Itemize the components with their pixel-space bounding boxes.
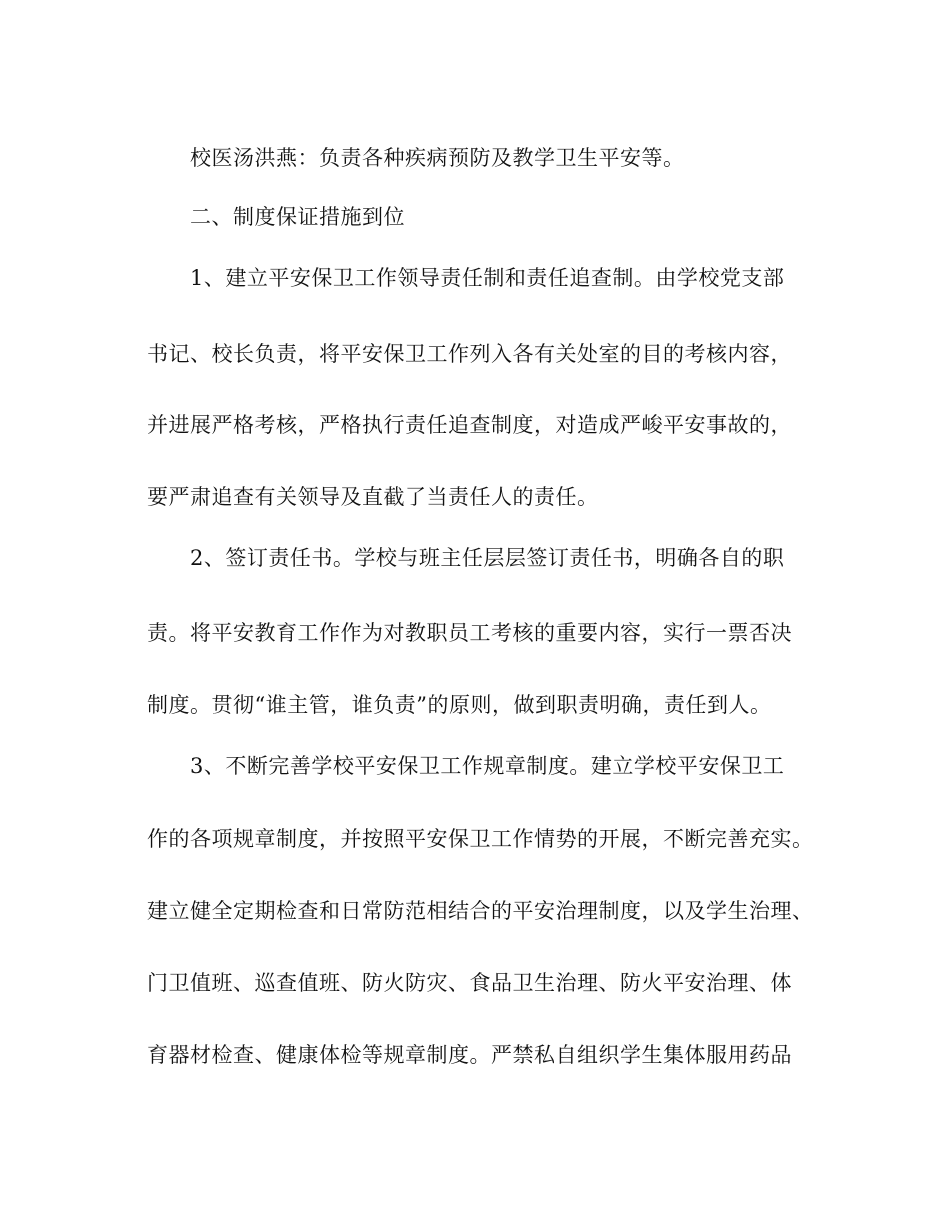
text-line: 并进展严格考核，严格执行责任追查制度，对造成严峻平安事故的，	[147, 413, 792, 437]
text-line-item-2: 2、签订责任书。学校与班主任层层签订责任书，明确各自的职	[190, 546, 785, 570]
section-heading: 二、制度保证措施到位	[190, 205, 405, 229]
text-line: 建立健全定期检查和日常防范相结合的平安治理制度，以及学生治理、	[147, 899, 814, 923]
text-line: 书记、校长负责，将平安保卫工作列入各有关处室的目的考核内容，	[147, 342, 792, 366]
text-line: 门卫值班、巡查值班、防火防灾、食品卫生治理、防火平安治理、体	[147, 971, 792, 995]
text-line: 责。将平安教育工作作为对教职员工考核的重要内容，实行一票否决	[147, 621, 792, 645]
text-line: 制度。贯彻“谁主管，谁负责”的原则，做到职责明确，责任到人。	[147, 693, 772, 717]
text-line: 育器材检查、健康体检等规章制度。严禁私自组织学生集体服用药品	[147, 1043, 792, 1067]
text-line-item-3: 3、不断完善学校平安保卫工作规章制度。建立学校平安保卫工	[190, 754, 785, 778]
text-line-medic-duty: 校医汤洪燕：负责各种疾病预防及教学卫生平安等。	[190, 146, 685, 170]
text-line: 要严肃追查有关领导及直截了当责任人的责任。	[147, 485, 599, 509]
text-line-item-1: 1、建立平安保卫工作领导责任制和责任追查制。由学校党支部	[190, 266, 785, 290]
text-line: 作的各项规章制度，并按照平安保卫工作情势的开展，不断完善充实。	[147, 827, 814, 851]
